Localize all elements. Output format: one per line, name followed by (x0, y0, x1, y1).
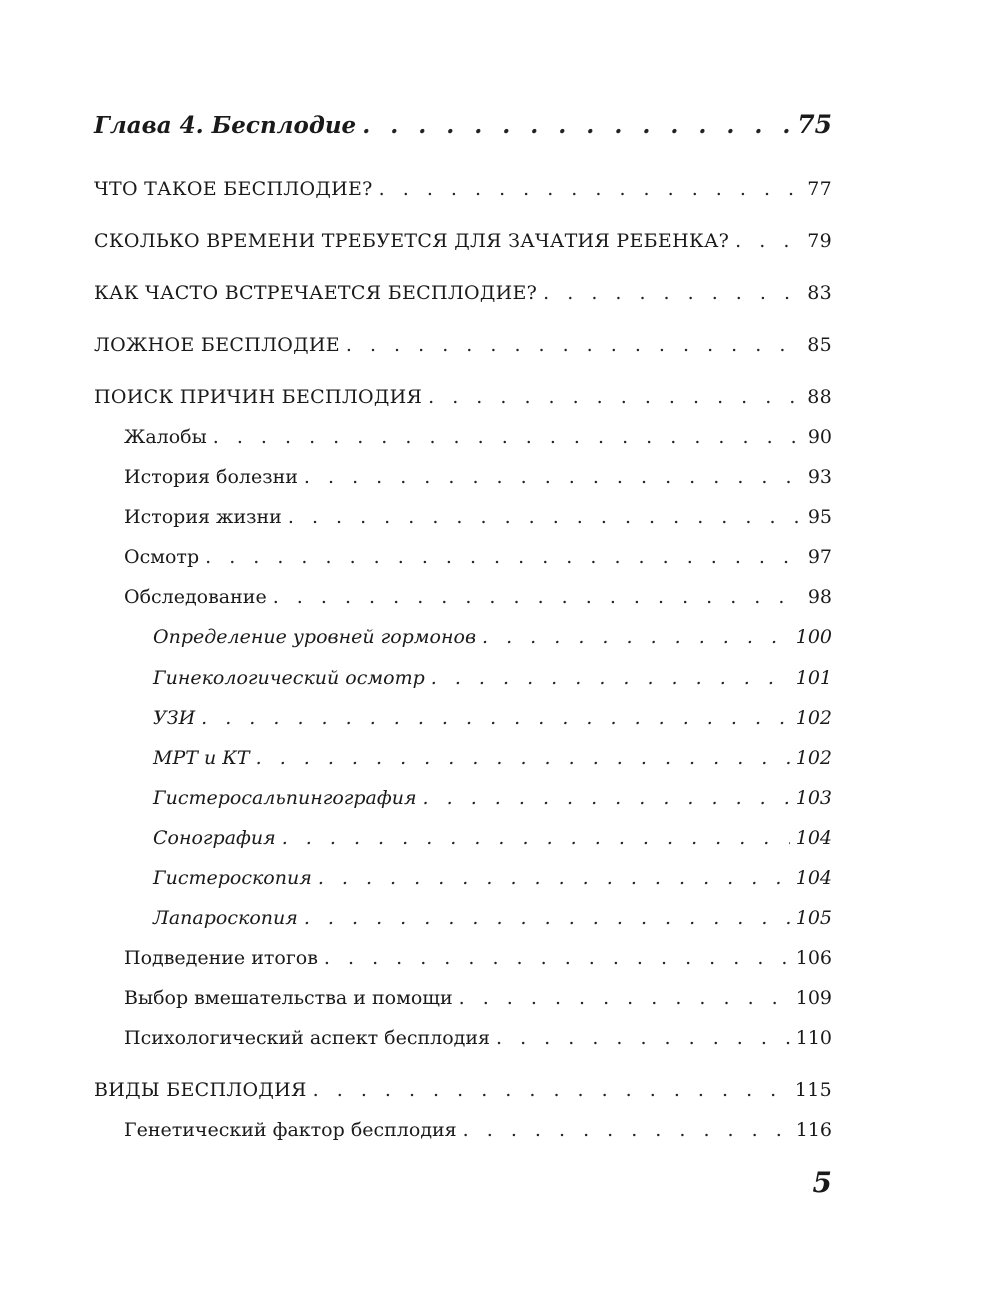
toc-entry-title: Осмотр (124, 546, 200, 568)
toc-entry-title: Гистеросальпингография (153, 787, 417, 809)
dot-leader (201, 707, 790, 729)
dot-leader (459, 987, 790, 1009)
toc-entry-page: 101 (795, 667, 832, 689)
toc-entry[interactable] (94, 867, 832, 889)
dot-leader (496, 1027, 790, 1049)
toc-entry[interactable] (94, 987, 832, 1009)
toc-entry-title: Гистероскопия (153, 867, 312, 889)
toc-entry-page: 102 (795, 747, 832, 769)
toc-entry-page: 97 (807, 546, 832, 568)
toc-entry[interactable] (94, 178, 832, 200)
toc-entry[interactable] (94, 626, 832, 648)
dot-leader (282, 827, 790, 849)
toc-entry-page: 102 (795, 707, 832, 729)
toc-entry[interactable] (94, 1079, 832, 1101)
toc-entry[interactable] (94, 747, 832, 769)
dot-leader (273, 586, 802, 608)
dot-leader (304, 466, 802, 488)
toc-entry-title: МРТ и КТ (153, 747, 250, 769)
toc-entry[interactable] (94, 586, 832, 608)
dot-leader (431, 667, 790, 689)
toc-entry[interactable] (94, 1119, 832, 1141)
toc-entry-page: 106 (795, 947, 832, 969)
toc-entry-page: 109 (795, 987, 832, 1009)
dot-leader (379, 178, 802, 200)
toc-entry-page: 98 (807, 586, 832, 608)
toc-entry-page: 83 (807, 282, 832, 304)
toc-entry-page: 77 (807, 178, 832, 200)
toc-entry-title: УЗИ (153, 707, 196, 729)
chapter-page: 75 (797, 110, 832, 139)
toc-entry-page: 104 (795, 827, 832, 849)
toc-entry[interactable] (94, 707, 832, 729)
dot-leader (213, 426, 802, 448)
chapter-heading[interactable] (94, 110, 832, 139)
dot-leader (205, 546, 802, 568)
toc-entry-page: 93 (807, 466, 832, 488)
dot-leader (304, 907, 790, 929)
toc-entry-title: КАК ЧАСТО ВСТРЕЧАЕТСЯ БЕСПЛОДИЕ? (94, 282, 538, 304)
toc-entry[interactable] (94, 334, 832, 356)
toc-entry-page: 90 (807, 426, 832, 448)
dot-leader (543, 282, 801, 304)
toc-entry-page: 100 (795, 626, 832, 648)
toc-entry-title: ЧТО ТАКОЕ БЕСПЛОДИЕ? (94, 178, 373, 200)
toc-entry[interactable] (94, 787, 832, 809)
toc-entry-title: Генетический фактор бесплодия (124, 1119, 457, 1141)
toc-entry-title: Лапароскопия (153, 907, 298, 929)
toc-entry[interactable] (94, 667, 832, 689)
toc-entry-page: 105 (795, 907, 832, 929)
toc-entry-title: История жизни (124, 506, 282, 528)
toc-entry-page: 103 (795, 787, 832, 809)
toc-entry[interactable] (94, 466, 832, 488)
toc-entry-title: Подведение итогов (124, 947, 318, 969)
toc-entry-title: Жалобы (124, 426, 207, 448)
dot-leader (313, 1079, 789, 1101)
toc-entry-title: Психологический аспект бесплодия (124, 1027, 490, 1049)
toc-entry[interactable] (94, 827, 832, 849)
toc-entry-title: Сонография (153, 827, 276, 849)
dot-leader (428, 386, 801, 408)
toc-entry-title: Обследование (124, 586, 267, 608)
dot-leader (463, 1119, 790, 1141)
dot-leader (346, 334, 801, 356)
toc-entry-page: 79 (807, 230, 832, 252)
toc-entry-title: СКОЛЬКО ВРЕМЕНИ ТРЕБУЕТСЯ ДЛЯ ЗАЧАТИЯ РЕБЕНКА? (94, 230, 730, 252)
toc-entry-page: 110 (795, 1027, 832, 1049)
toc-entry[interactable] (94, 282, 832, 304)
toc-entry-page: 88 (807, 386, 832, 408)
dot-leader (256, 747, 790, 769)
toc-entry[interactable] (94, 546, 832, 568)
toc-entry-title: ВИДЫ БЕСПЛОДИЯ (94, 1079, 307, 1101)
dot-leader (288, 506, 802, 528)
toc-entry[interactable] (94, 506, 832, 528)
toc-entry[interactable] (94, 1027, 832, 1049)
book-page-number: 5 (812, 1166, 832, 1199)
toc-entry[interactable] (94, 426, 832, 448)
toc-entry-title: Определение уровней гормонов (153, 626, 477, 648)
toc-entry-page: 85 (807, 334, 832, 356)
toc-entry[interactable] (94, 947, 832, 969)
dot-leader (324, 947, 790, 969)
dot-leader (362, 112, 791, 139)
chapter-title: Глава 4. Бесплодие (94, 112, 357, 139)
toc-entry-page: 116 (795, 1119, 832, 1141)
toc-entry-title: Выбор вмешательства и помощи (124, 987, 453, 1009)
toc-entry-title: История болезни (124, 466, 298, 488)
toc-entry-page: 104 (795, 867, 832, 889)
toc-entry[interactable] (94, 907, 832, 929)
dot-leader (318, 867, 790, 889)
toc-entry[interactable] (94, 230, 832, 252)
toc-entry-title: ПОИСК ПРИЧИН БЕСПЛОДИЯ (94, 386, 423, 408)
dot-leader (423, 787, 790, 809)
dot-leader (735, 230, 801, 252)
toc-entry-title: Гинекологический осмотр (153, 667, 425, 689)
toc-entry[interactable] (94, 386, 832, 408)
toc-entry-page: 95 (807, 506, 832, 528)
toc-entry-title: ЛОЖНОЕ БЕСПЛОДИЕ (94, 334, 340, 356)
toc-entry-page: 115 (794, 1079, 832, 1101)
dot-leader (482, 626, 790, 648)
